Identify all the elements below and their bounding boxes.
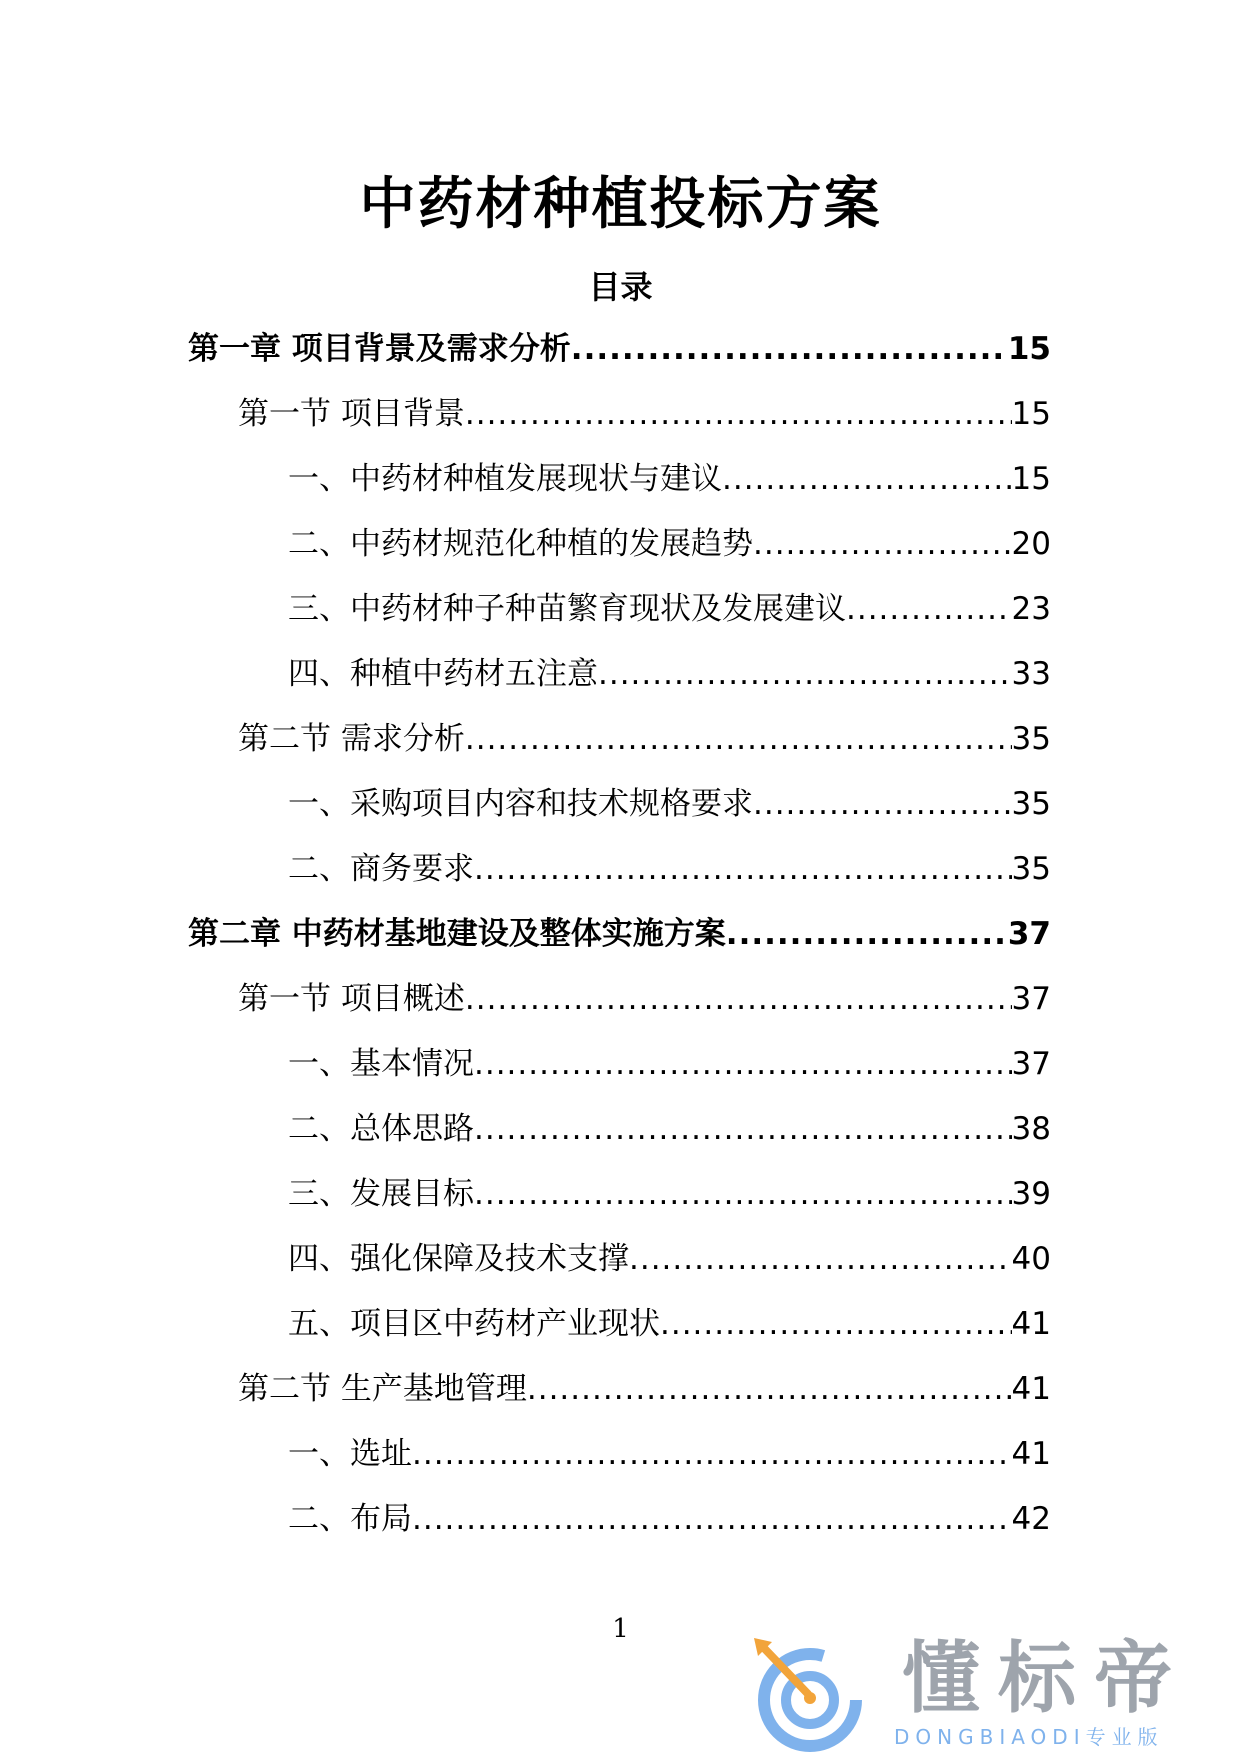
toc-entry-page: 35 [1011, 786, 1051, 822]
toc-dot-leader [465, 977, 1012, 1021]
toc-dot-leader [465, 392, 1012, 436]
toc-dot-leader [527, 1367, 1012, 1411]
toc-entry[interactable] [0, 847, 1241, 912]
toc-entry-page: 37 [1007, 916, 1051, 952]
watermark [742, 1632, 1212, 1754]
toc-dot-leader [412, 1497, 1012, 1541]
watermark-subtitle: DONGBIAODI专业版 [894, 1725, 1164, 1749]
toc-entry-page: 41 [1011, 1306, 1051, 1342]
toc-entry[interactable] [0, 1302, 1241, 1367]
toc-entry[interactable] [0, 1107, 1241, 1172]
table-of-contents [0, 327, 1241, 1562]
toc-dot-leader [660, 1302, 1012, 1346]
toc-entry-title: 二、总体思路 [288, 1111, 474, 1147]
toc-dot-leader [571, 327, 1008, 371]
toc-entry-title: 第二章 中药材基地建设及整体实施方案 [188, 916, 726, 952]
toc-entry-title: 三、中药材种子种苗繁育现状及发展建议 [288, 591, 846, 627]
toc-entry-title: 三、发展目标 [288, 1176, 474, 1212]
toc-entry-page: 37 [1011, 1046, 1051, 1082]
toc-entry-page: 35 [1011, 721, 1051, 757]
toc-dot-leader [726, 912, 1008, 956]
toc-entry[interactable] [0, 717, 1241, 782]
toc-entry-page: 37 [1011, 981, 1051, 1017]
toc-heading: 目录 [588, 268, 653, 306]
toc-entry-page: 40 [1011, 1241, 1051, 1277]
toc-entry-page: 15 [1007, 331, 1051, 367]
toc-entry-page: 35 [1011, 851, 1051, 887]
toc-entry-title: 第一节 项目概述 [238, 981, 465, 1017]
toc-dot-leader [753, 782, 1012, 826]
toc-entry-title: 一、基本情况 [288, 1046, 474, 1082]
toc-entry-page: 42 [1011, 1501, 1051, 1537]
toc-entry-page: 38 [1011, 1111, 1051, 1147]
toc-entry-page: 15 [1011, 396, 1051, 432]
toc-entry-page: 23 [1011, 591, 1051, 627]
toc-entry-page: 39 [1011, 1176, 1051, 1212]
toc-entry-title: 第二节 生产基地管理 [238, 1371, 527, 1407]
toc-entry[interactable] [0, 1172, 1241, 1237]
toc-entry[interactable] [0, 457, 1241, 522]
target-arrow-icon [742, 1632, 872, 1754]
toc-dot-leader [598, 652, 1012, 696]
toc-entry[interactable] [0, 977, 1241, 1042]
watermark-brand: 懂标帝 [902, 1634, 1191, 1724]
toc-dot-leader [846, 587, 1012, 631]
page-number: 1 [612, 1614, 629, 1644]
toc-entry[interactable] [0, 1432, 1241, 1497]
toc-entry-title: 一、采购项目内容和技术规格要求 [288, 786, 753, 822]
toc-dot-leader [629, 1237, 1012, 1281]
toc-entry[interactable] [0, 327, 1241, 392]
toc-entry-page: 41 [1011, 1436, 1051, 1472]
toc-entry-page: 20 [1011, 526, 1051, 562]
toc-entry-title: 二、中药材规范化种植的发展趋势 [288, 526, 753, 562]
toc-entry-page: 33 [1011, 656, 1051, 692]
toc-dot-leader [412, 1432, 1012, 1476]
toc-dot-leader [474, 1107, 1012, 1151]
toc-dot-leader [474, 847, 1012, 891]
toc-dot-leader [753, 522, 1012, 566]
toc-entry-title: 一、选址 [288, 1436, 412, 1472]
toc-entry[interactable] [0, 1237, 1241, 1302]
toc-entry[interactable] [0, 1497, 1241, 1562]
toc-entry-title: 第一章 项目背景及需求分析 [188, 331, 571, 367]
toc-entry-title: 一、中药材种植发展现状与建议 [288, 461, 722, 497]
toc-dot-leader [465, 717, 1012, 761]
toc-entry[interactable] [0, 522, 1241, 587]
toc-entry-page: 15 [1011, 461, 1051, 497]
toc-dot-leader [474, 1042, 1012, 1086]
toc-entry[interactable] [0, 912, 1241, 977]
toc-entry-title: 四、强化保障及技术支撑 [288, 1241, 629, 1277]
toc-entry[interactable] [0, 1367, 1241, 1432]
toc-entry-title: 第一节 项目背景 [238, 396, 465, 432]
toc-entry[interactable] [0, 392, 1241, 457]
toc-entry-title: 五、项目区中药材产业现状 [288, 1306, 660, 1342]
toc-entry-title: 第二节 需求分析 [238, 721, 465, 757]
toc-entry[interactable] [0, 587, 1241, 652]
toc-dot-leader [722, 457, 1012, 501]
toc-dot-leader [474, 1172, 1012, 1216]
toc-entry-title: 四、种植中药材五注意 [288, 656, 598, 692]
toc-entry-title: 二、商务要求 [288, 851, 474, 887]
toc-entry[interactable] [0, 652, 1241, 717]
toc-entry-title: 二、布局 [288, 1501, 412, 1537]
toc-entry-page: 41 [1011, 1371, 1051, 1407]
document-title: 中药材种植投标方案 [359, 172, 882, 237]
toc-entry[interactable] [0, 782, 1241, 847]
toc-entry[interactable] [0, 1042, 1241, 1107]
